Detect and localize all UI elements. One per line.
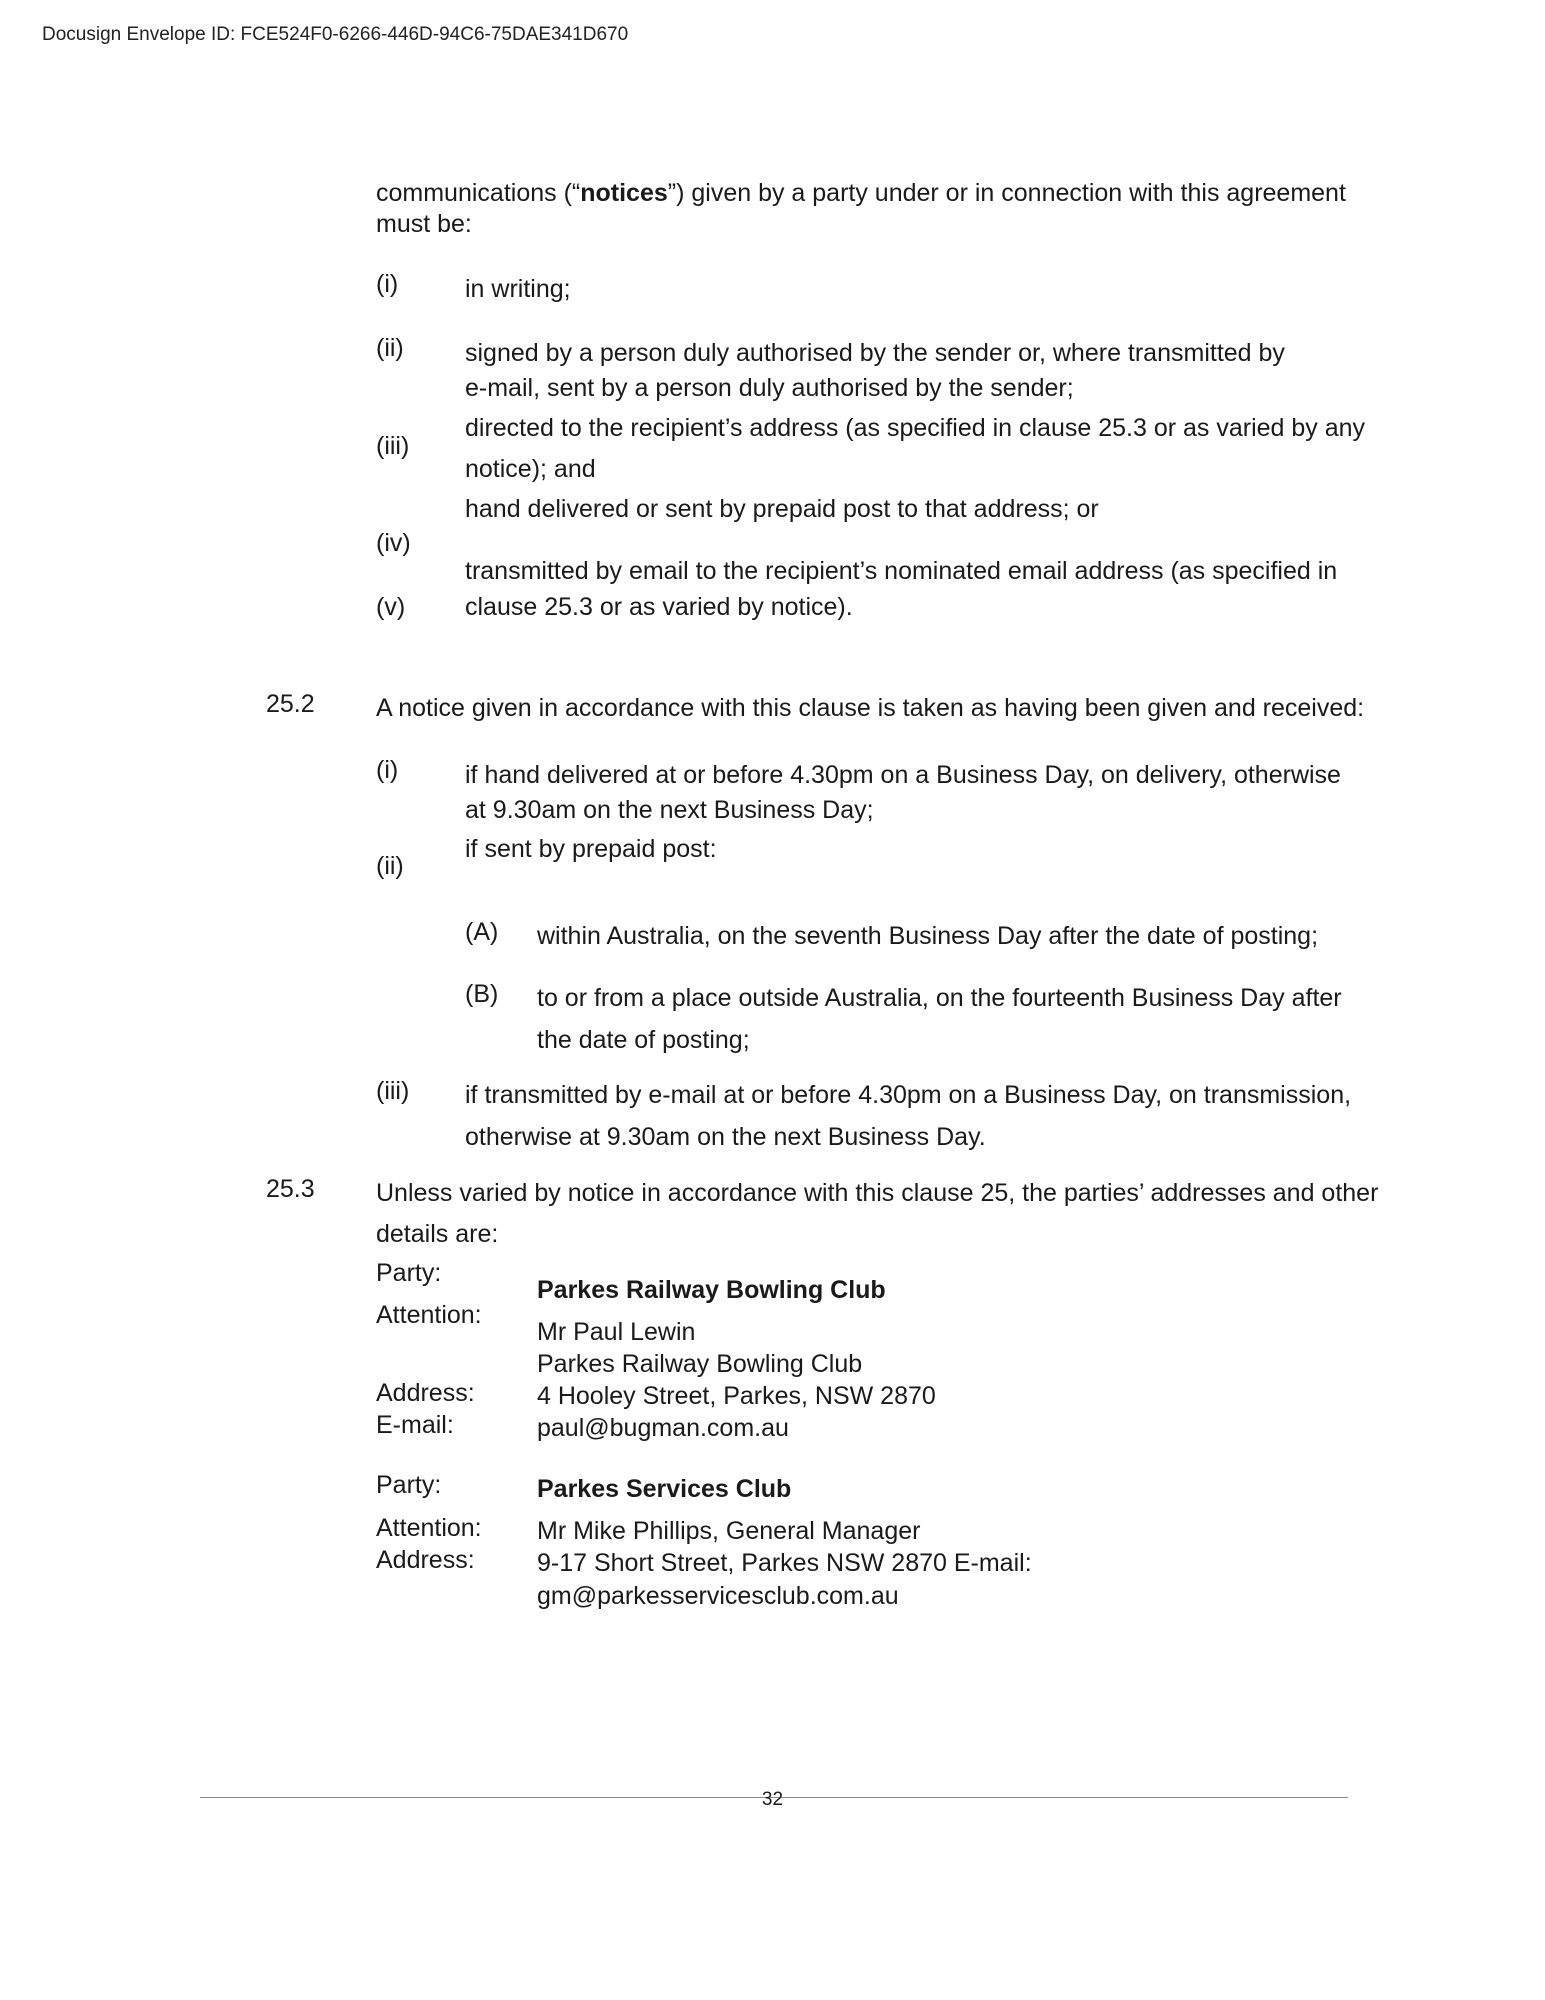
party2-address-label: Address: bbox=[376, 1546, 475, 1574]
party2-attention-value: Mr Mike Phillips, General Manager bbox=[537, 1517, 921, 1545]
page-number: 32 bbox=[761, 1789, 784, 1810]
party1-address-value: 4 Hooley Street, Parkes, NSW 2870 bbox=[537, 1382, 936, 1410]
party1-address-line1: Parkes Railway Bowling Club bbox=[537, 1350, 863, 1378]
subitem-label: (A) bbox=[465, 918, 499, 946]
subitem-text: within Australia, on the seventh Business Day after the date of posting; bbox=[537, 922, 1319, 950]
party2-attention-label: Attention: bbox=[376, 1514, 482, 1542]
item-label: (i) bbox=[376, 756, 399, 784]
item-text: notice); and bbox=[465, 455, 596, 483]
clause-25-2-text: A notice given in accordance with this clause is taken as having been given and received: bbox=[376, 694, 1365, 722]
party1-email-label: E-mail: bbox=[376, 1411, 454, 1439]
item-text: if hand delivered at or before 4.30pm on a Business Day, on delivery, otherwise bbox=[465, 761, 1341, 789]
item-text: clause 25.3 or as varied by notice). bbox=[465, 593, 853, 621]
item-label: (ii) bbox=[376, 852, 404, 880]
subitem-label: (B) bbox=[465, 980, 499, 1008]
party1-email-value: paul@bugman.com.au bbox=[537, 1414, 789, 1442]
subitem-text: to or from a place outside Australia, on the fourteenth Business Day after bbox=[537, 984, 1342, 1012]
item-text: hand delivered or sent by prepaid post to that address; or bbox=[465, 495, 1099, 523]
intro-before: communications (“ bbox=[376, 179, 581, 207]
party1-party-value: Parkes Railway Bowling Club bbox=[537, 1276, 886, 1304]
clause-25-3-text: details are: bbox=[376, 1220, 499, 1248]
item-label: (iii) bbox=[376, 432, 410, 460]
item-text: in writing; bbox=[465, 275, 571, 303]
notices-term: notices bbox=[580, 179, 668, 207]
clause-number-25-2: 25.2 bbox=[266, 690, 315, 718]
party2-address-value: 9-17 Short Street, Parkes NSW 2870 E-mail: bbox=[537, 1549, 1032, 1577]
intro-line-1 bbox=[376, 175, 1346, 211]
party2-party-value: Parkes Services Club bbox=[537, 1475, 792, 1503]
party1-party-label: Party: bbox=[376, 1259, 442, 1287]
item-label: (ii) bbox=[376, 334, 404, 362]
party1-attention-label: Attention: bbox=[376, 1301, 482, 1329]
item-label: (iv) bbox=[376, 529, 411, 557]
party2-party-label: Party: bbox=[376, 1471, 442, 1499]
item-label: (i) bbox=[376, 270, 399, 298]
item-text: if sent by prepaid post: bbox=[465, 835, 717, 863]
item-label: (iii) bbox=[376, 1077, 410, 1105]
item-label: (v) bbox=[376, 593, 406, 621]
clause-number-25-3: 25.3 bbox=[266, 1175, 315, 1203]
party1-address-label: Address: bbox=[376, 1379, 475, 1407]
item-text: e-mail, sent by a person duly authorised by the sender; bbox=[465, 374, 1074, 402]
item-text: at 9.30am on the next Business Day; bbox=[465, 796, 874, 824]
item-text: if transmitted by e-mail at or before 4.30pm on a Business Day, on transmission, bbox=[465, 1081, 1352, 1109]
intro-after: ”) given by a party under or in connection with this agreement bbox=[667, 179, 1346, 207]
party1-attention-value: Mr Paul Lewin bbox=[537, 1318, 696, 1346]
item-text: signed by a person duly authorised by the sender or, where transmitted by bbox=[465, 339, 1285, 367]
intro-line-2: must be: bbox=[376, 210, 472, 238]
item-text: transmitted by email to the recipient’s nominated email address (as specified in bbox=[465, 557, 1338, 585]
clause-25-3-text: Unless varied by notice in accordance with this clause 25, the parties’ addresses and other bbox=[376, 1179, 1379, 1207]
item-text: directed to the recipient’s address (as specified in clause 25.3 or as varied by any bbox=[465, 414, 1366, 442]
envelope-id-header: Docusign Envelope ID: FCE524F0-6266-446D-94C6-75DAE341D670 bbox=[42, 24, 629, 45]
subitem-text: the date of posting; bbox=[537, 1026, 750, 1054]
party2-email-value: gm@parkesservicesclub.com.au bbox=[537, 1582, 899, 1610]
item-text: otherwise at 9.30am on the next Business Day. bbox=[465, 1123, 986, 1151]
